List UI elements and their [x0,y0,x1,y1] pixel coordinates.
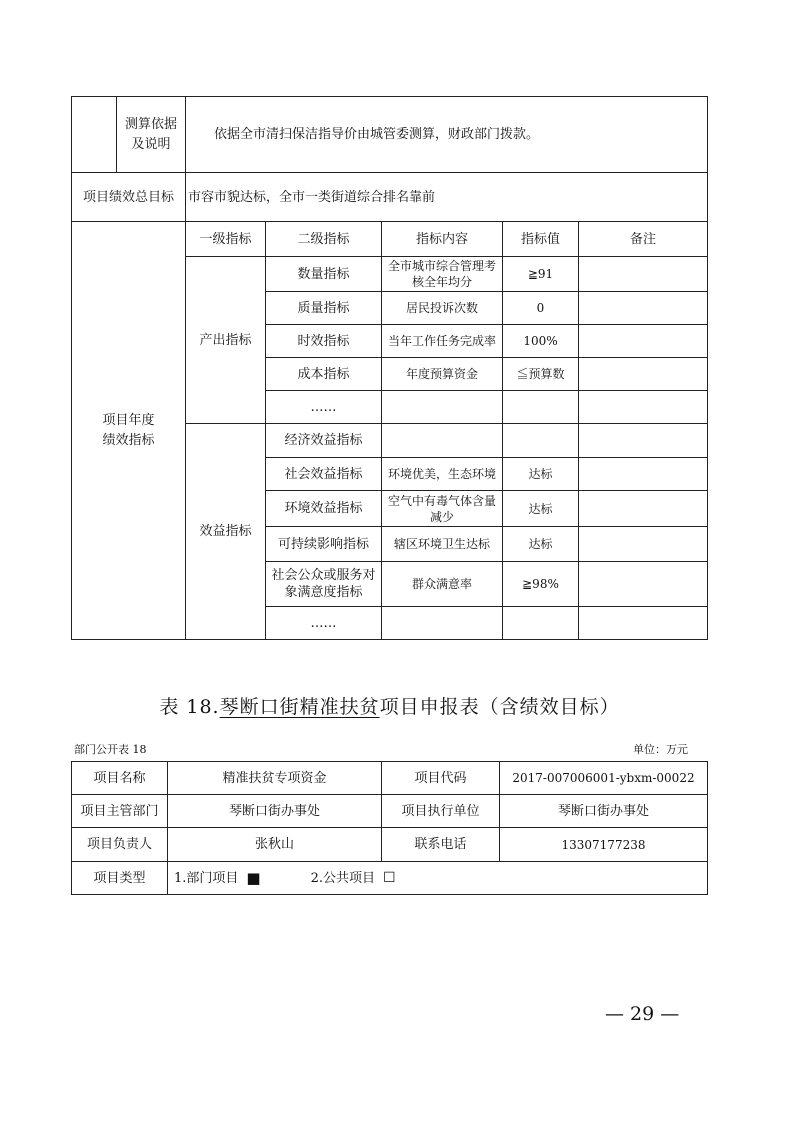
output-indicators-label: 产出指标 [199,332,252,348]
overall-goal-label: 项目绩效总目标 [82,189,174,205]
benefit-indicators-label: 效益指标 [199,524,252,539]
page-number: — 29 — [605,1003,680,1025]
overall-goal-text: 市容市貌达标，全市一类街道综合排名靠前 [188,189,436,205]
basis-text: 依据全市清扫保洁指导价由城管委测算，财政部门拨款。 [214,127,540,142]
info-value: 13307177238 [561,837,646,852]
table-row-note [579,491,707,526]
table-row-value [503,424,578,457]
table-row-note [579,562,707,606]
table-row-content: 当年工作任务完成率 [387,334,496,348]
annual-indicators-label: 项目年度 绩效指标 [102,412,155,448]
title-prefix: 表 18. [159,695,220,718]
table-row-level2: …… [310,399,337,415]
table-row-note [579,424,707,457]
table-row-level2: 数量指标 [297,266,350,282]
table-row-value: 达标 [528,537,553,551]
table-row-value: ≦预算数 [516,367,565,381]
info-label: 项目负责人 [86,837,152,852]
table-row-level2: 社会公众或服务对象满意度指标 [271,568,376,600]
option-public-checkbox[interactable]: ☐ [383,869,396,886]
table-row-value: 达标 [528,467,553,481]
table-row-level2: 经济效益指标 [284,433,363,448]
table-row-note [579,358,707,390]
info-label: 项目名称 [93,770,146,786]
table-row-note [579,527,707,561]
header-level2: 二级指标 [297,231,350,247]
table-row-value [503,391,578,423]
table-row-note [579,325,707,357]
unit-label: 单位：万元 [633,743,688,756]
basis-label: 测算依据 及说明 [124,116,177,152]
header-value: 指标值 [520,231,560,247]
project-type-label: 项目类型 [93,870,146,886]
info-value: 2017-007006001-ybxm-00022 [512,771,695,785]
table-row-content: 空气中有毒气体含量减少 [387,493,496,524]
table-row-level2: 时效指标 [297,333,350,349]
table-row-content: 居民投诉次数 [405,301,478,315]
table-row-note [579,607,707,639]
section-title [71,690,708,720]
table-row-content: 环境优美，生态环境 [387,467,496,481]
info-value: 精准扶贫专项资金 [222,770,327,786]
table-row-level2: …… [310,615,337,631]
header-note: 备注 [629,231,656,247]
project-type-options [174,862,694,894]
info-value: 琴断口街办事处 [557,803,649,819]
table-row-level2: 社会效益指标 [284,466,363,482]
info-label: 联系电话 [414,837,467,852]
info-label: 项目代码 [414,770,467,786]
info-value: 张秋山 [254,837,294,852]
table-row-note [579,292,707,324]
header-content: 指标内容 [415,231,468,247]
option-department-label: 1.部门项目 [174,870,239,886]
table-row-value: 100% [523,334,558,348]
info-label: 项目主管部门 [80,803,159,819]
header-level1: 一级指标 [199,231,252,247]
table-row-content: 年度预算资金 [405,367,478,381]
table-row-value: 达标 [528,501,553,516]
table-row-level2: 可持续影响指标 [277,536,369,552]
table-row-note [579,257,707,291]
option-public-label: 2.公共项目 [310,870,375,886]
table-row-note [579,458,707,490]
table-row-value: ≧91 [527,267,554,281]
info-label: 项目执行单位 [401,803,480,819]
table-row-level2: 成本指标 [297,366,350,382]
title-suffix: 项目申报表（含绩效目标） [379,695,620,718]
table-row-content [382,607,502,639]
table-row-note [579,391,707,423]
table-row-content [382,391,502,423]
title-underlined: 琴断口街精准扶贫 [219,695,380,718]
table-row-value: 0 [536,301,545,315]
table-row-level2: 环境效益指标 [284,501,363,516]
table-row-content [382,424,502,457]
table-code: 部门公开表 18 [74,743,147,756]
table-row-content: 群众满意率 [411,577,472,591]
table-row-content: 辖区环境卫生达标 [393,537,490,551]
table-row-content: 全市城市综合管理考核全年均分 [387,259,496,289]
info-value: 琴断口街办事处 [228,803,320,819]
option-department-checkbox[interactable]: ■ [246,868,261,887]
table-row-value [503,607,578,639]
table-row-value: ≧98% [522,577,559,591]
table-row-level2: 质量指标 [297,300,350,316]
